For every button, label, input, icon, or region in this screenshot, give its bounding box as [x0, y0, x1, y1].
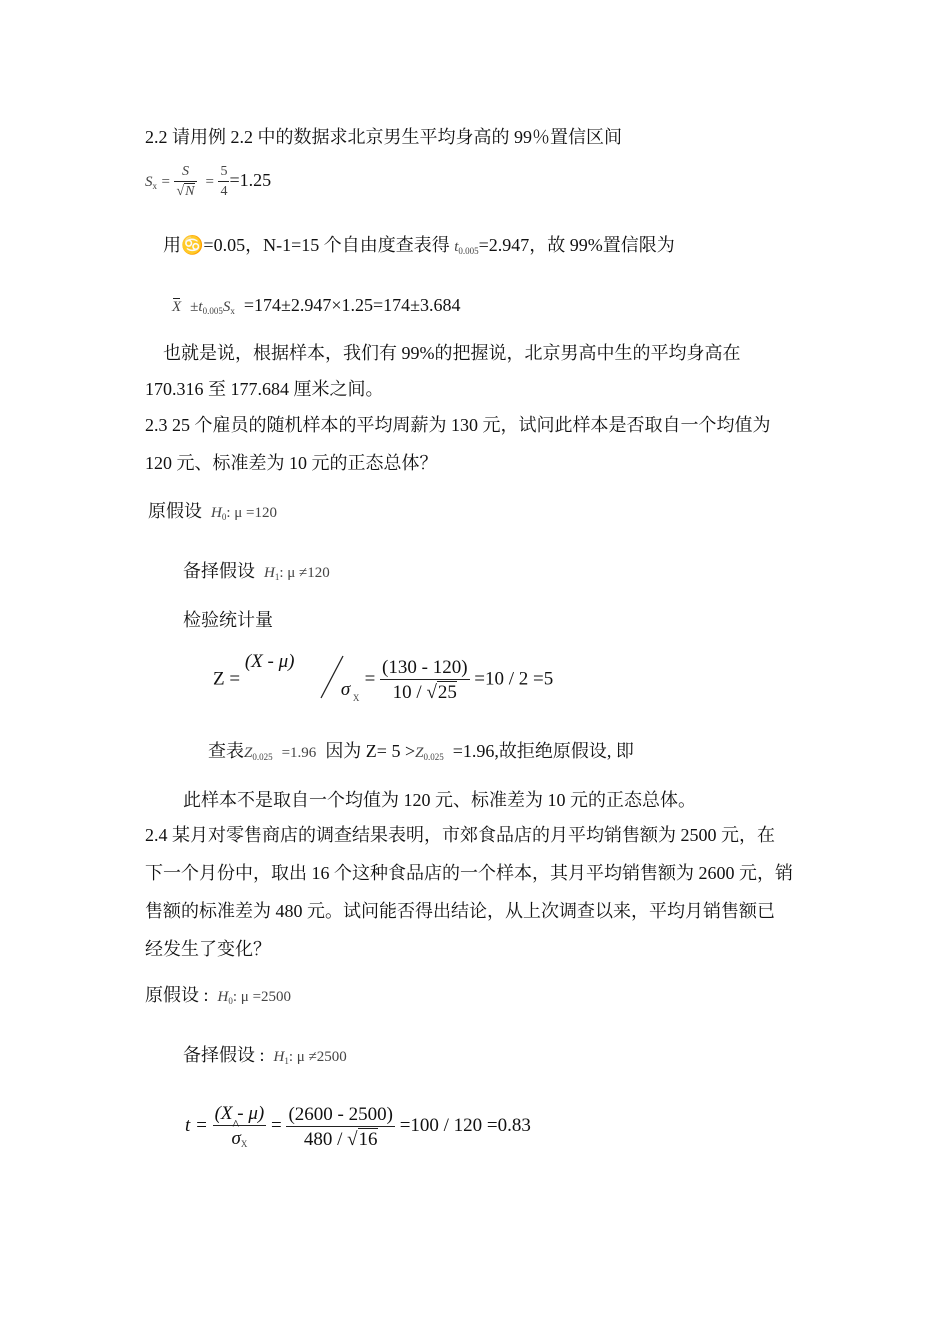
- test-statistic-label: 检验统计量: [183, 610, 273, 630]
- alpha-symbol-icon: ♋: [181, 235, 204, 255]
- conclusion-2-2-line1: 也就是说，根据样本，我们有 99%的把握说，北京男高中生的平均身高在: [163, 343, 741, 363]
- problem-2-4-title-line2: 下一个月份中，取出 16 个这种食品店的一个样本，其月平均销售额为 2600 元，销: [145, 863, 793, 883]
- confidence-limit-formula: $X \pm t_{0.005}S_x =174\pm 2.947\times 1.25=174\pm 3.684$: [172, 295, 461, 316]
- alt-hypothesis-2-3: 备择假设 $H_1$: μ ≠120: [183, 561, 330, 582]
- problem-2-3-title-line1: 2.3 25 个雇员的随机样本的平均周薪为 130 元，试问此样本是否取自一个均值为: [145, 415, 771, 435]
- conclusion-2-3: 此样本不是取自一个均值为 120 元、标准差为 10 元的正态总体。: [183, 790, 696, 810]
- alt-hypothesis-2-4: 备择假设 : $H_1$: μ ≠2500: [183, 1045, 347, 1066]
- problem-2-4-title-line3: 售额的标准差为 480 元。试问能否得出结论，从上次调查以来，平均月销售额已: [145, 901, 775, 921]
- problem-2-4-title-line4: 经发生了变化？: [145, 939, 271, 959]
- standard-error-formula: $S_x$ = $\frac{S}{√N}$ = $\frac{5}{4}$ =1.25: [145, 164, 272, 199]
- z-statistic-formula: Z = (X - μ) σ X = $\frac{(130 - 120)}{10 / √25}$ =10 / 2 =5: [213, 651, 554, 703]
- t-statistic-formula: t = (X - μ) ^ $\sigma_X$ = $\frac{(2600 - 2500)}{480 / √16}$ =100 / 120 =0.83: [185, 1104, 531, 1149]
- problem-2-3-title-line2: 120 元、标准差为 10 元的正态总体？: [145, 453, 438, 473]
- alpha-line: 用♋=0.05，N-1=15 个自由度查表得 $t_{0.005}=2.947$，故 99%置信限为: [163, 235, 675, 256]
- problem-2-2-title: 2.2 请用例 2.2 中的数据求北京男生平均身高的 99％置信区间: [145, 127, 622, 147]
- critical-value-line: 查表$Z_{0.025} =1.96$ 因为 $Z= 5 >Z_{0.025} =1.96$,故拒绝原假设, 即: [208, 741, 634, 762]
- conclusion-2-2-line2: 170.316 至 177.684 厘米之间。: [145, 379, 384, 399]
- null-hypothesis-2-3: 原假设 $H_0$: μ =120: [148, 501, 278, 522]
- problem-2-4-title-line1: 2.4 某月对零售商店的调查结果表明，市郊食品店的月平均销售额为 2500 元，在: [145, 825, 775, 845]
- null-hypothesis-2-4: 原假设 : $H_0$: μ =2500: [145, 985, 292, 1006]
